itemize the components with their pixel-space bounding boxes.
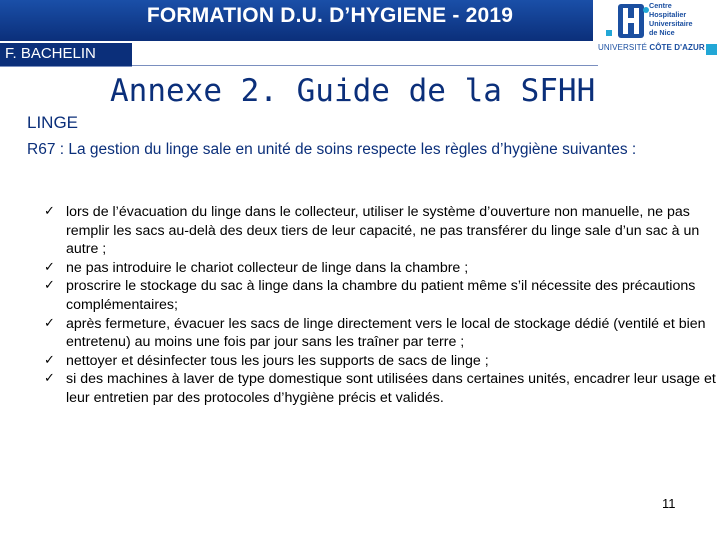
intro-text: R67 : La gestion du linge sale en unité de soins respecte les règles d’hygiène suivantes :: [27, 141, 637, 158]
page-number: 11: [662, 496, 676, 511]
checkmark-icon: ✓: [44, 352, 55, 368]
list-item: [44, 203, 716, 259]
list-item-text: si des machines à laver de type domestique sont utilisées dans certaines unités, encadrer leur usage et leur entretien par des protocoles d’hygiène précis et validés.: [66, 371, 716, 406]
header-title: FORMATION D.U. D’HYGIENE - 2019: [146, 4, 514, 27]
university-name-bold: CÔTE D'AZUR: [649, 43, 705, 52]
list-item-text: proscrire le stockage du sac à linge dans la chambre du patient même s’il nécessite des précautions complémentaires;: [66, 278, 696, 313]
university-prefix: UNIVERSITÉ: [598, 43, 648, 52]
list-item-text: après fermeture, évacuer les sacs de linge directement vers le local de stockage dédié (ventilé et bien entretenu) au moins une fois par jour sans les traîner par terre ;: [66, 315, 706, 351]
list-item: [44, 352, 716, 371]
checkmark-icon: ✓: [44, 259, 55, 275]
header-divider: [132, 65, 598, 66]
university-name: [598, 43, 705, 52]
list-item: [44, 370, 716, 407]
author-bar: [0, 43, 132, 67]
list-item: [44, 315, 716, 352]
list-item: [44, 277, 716, 314]
section-label: LINGE: [27, 113, 79, 132]
author-label: F. BACHELIN: [5, 45, 96, 62]
checklist: [44, 203, 716, 408]
slide-title: Annexe 2. Guide de la SFHH: [110, 73, 596, 109]
list-item: [44, 259, 716, 278]
checkmark-icon: ✓: [44, 278, 55, 294]
checkmark-icon: ✓: [44, 371, 55, 387]
checkmark-icon: ✓: [44, 315, 55, 331]
hospital-name: Centre Hospitalier Universitaire de Nice: [649, 1, 693, 37]
list-item-text: nettoyer et désinfecter tous les jours les supports de sacs de linge ;: [66, 352, 489, 369]
checkmark-icon: ✓: [44, 204, 55, 219]
list-item-text: lors de l’évacuation du linge dans le collecteur, utiliser le système d’ouverture non manuelle, ne pas remplir les sacs au-delà des deux tiers de leur capacité, ne pas transférer du linge sale d’un sac à un autre ;: [66, 204, 700, 258]
list-item-text: ne pas introduire le chariot collecteur de linge dans la chambre ;: [66, 259, 469, 276]
